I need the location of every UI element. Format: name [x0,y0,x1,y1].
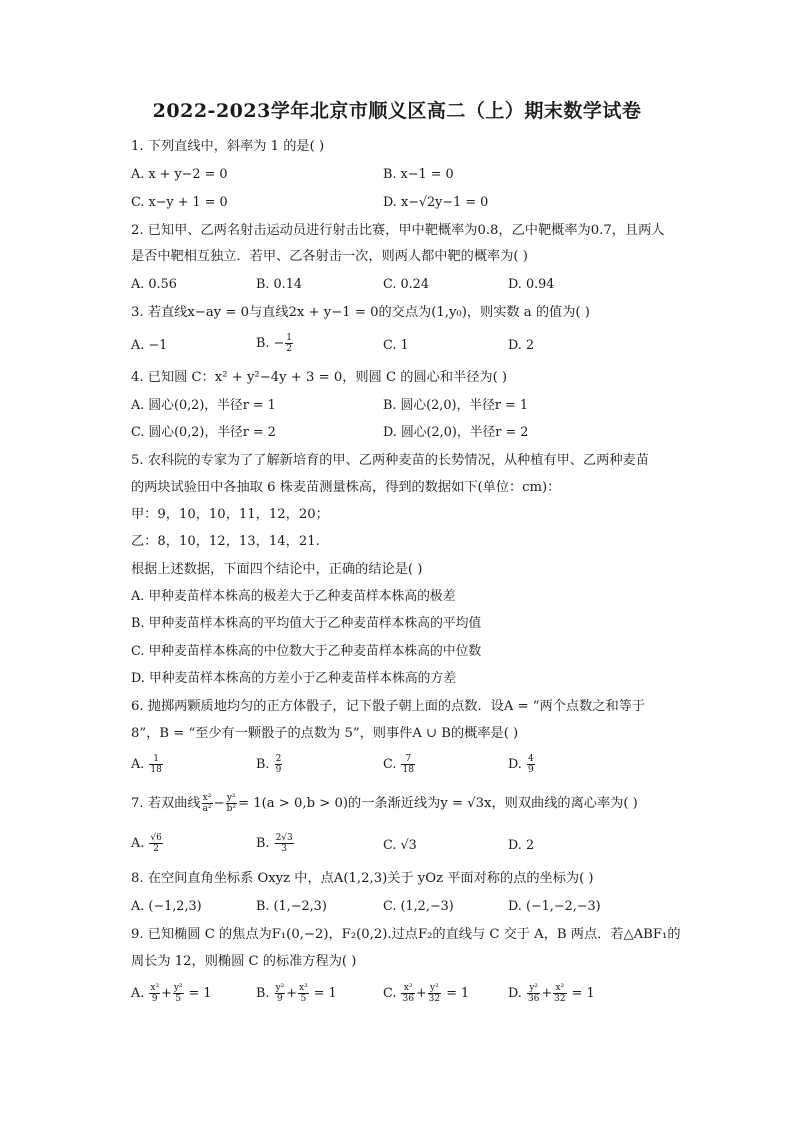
q8-stem: 8. 在空间直角坐标系 Oxyz 中，点A(1,2,3)关于 yOz 平面对称的点的坐标为( ) [131,871,594,886]
q7-fraction-y [226,793,237,814]
q9-option-d-fraction-1 [527,983,540,1004]
q4-option-a: A. 圆心(0,2)，半径r = 1 [131,398,276,413]
q5-option-a: A. 甲种麦苗样本株高的极差大于乙种麦苗样本株高的极差 [131,589,456,604]
fraction-numerator: 2 [275,754,282,764]
q6-option-a-label: A. [131,757,145,772]
fraction-numerator: 1 [149,754,162,765]
fraction-denominator: 32 [554,994,566,1004]
fraction-numerator: x² [299,983,308,993]
q6-option-b [256,754,283,775]
q4-option-d: D. 圆心(2,0)，半径r = 2 [383,425,529,440]
q9-option-a [131,983,212,1004]
q2-option-c: C. 0.24 [383,277,429,292]
q6-option-a [131,754,164,775]
q1-stem: 1. 下列直线中，斜率为 1 的是( ) [131,139,325,154]
fraction-denominator: 5 [300,994,307,1004]
q6-option-c-fraction [401,754,414,775]
q9-option-c-label: C. [383,986,397,1001]
fraction-denominator: 2 [286,344,292,354]
q9-option-a-fraction-1 [149,983,160,1004]
fraction-denominator: 9 [277,994,283,1004]
fraction-numerator: x² [401,983,414,994]
q7-fraction-x [202,793,213,814]
q5-data-jia: 甲：9，10，10，11，12，20； [131,507,329,522]
q5-data-yi: 乙：8，10，12，13，14，21. [131,534,320,549]
q7-option-a [131,833,164,854]
q9-stem-line2: 周长为 12，则椭圆 C 的标准方程为( ) [131,954,357,969]
q8-option-b: B. (1,−2,3) [256,899,327,914]
q3-option-b-prefix: B. − [256,336,285,351]
q4-option-c: C. 圆心(0,2)，半径r = 2 [131,425,276,440]
q9-option-b-fraction-2 [298,983,309,1004]
q3-stem: 3. 若直线x−ay = 0与直线2x + y−1 = 0的交点为(1,y₀)，则实数 a 的值为( ) [131,305,590,320]
fraction-numerator: 1 [286,333,292,343]
q5-stem-line2: 的两块试验田中各抽取 6 株麦苗测量株高，得到的数据如下(单位：cm)： [131,480,561,495]
q7-option-a-label: A. [131,836,145,851]
q6-option-d-label: D. [508,757,522,772]
q1-option-d: D. x−√2y−1 = 0 [383,195,489,210]
q9-option-d-fraction-2 [553,983,566,1004]
q1-option-a: A. x + y−2 = 0 [131,167,228,182]
q4-stem: 4. 已知圆 C：x² + y²−4y + 3 = 0，则圆 C 的圆心和半径为( ) [131,370,508,385]
q6-option-b-fraction [275,754,283,775]
q3-option-d: D. 2 [508,338,535,353]
fraction-numerator: y² [428,983,441,994]
q9-option-b-plus: + [286,986,297,1001]
q9-option-d-plus: + [541,986,553,1001]
q7-stem [131,793,638,814]
q5-option-d: D. 甲种麦苗样本株高的方差小于乙种麦苗样本株高的方差 [131,671,457,686]
q6-option-c [383,754,416,775]
q9-option-d [508,983,595,1004]
q6-stem-line1: 6. 抛掷两颗质地均匀的正方体骰子，记下骰子朝上面的点数．设A = “两个点数之和等于 [131,699,646,714]
q6-option-a-fraction [149,754,162,775]
fraction-numerator: x² [202,793,212,803]
fraction-numerator: 7 [401,754,414,765]
q2-option-a: A. 0.56 [131,277,177,292]
fraction-numerator: y² [527,983,540,994]
q9-option-a-eq: = 1 [188,986,212,1001]
q2-option-d: D. 0.94 [508,277,555,292]
q9-option-b-label: B. [256,986,270,1001]
fraction-numerator: x² [553,983,566,994]
q6-option-c-label: C. [383,757,397,772]
fraction-numerator: x² [150,983,160,993]
fraction-numerator: y² [173,983,183,993]
fraction-denominator: 36 [402,994,414,1004]
q9-option-c-fraction-1 [401,983,414,1004]
q9-option-d-eq: = 1 [571,986,595,1001]
q5-option-b: B. 甲种麦苗样本株高的平均值大于乙种麦苗样本株高的平均值 [131,616,482,631]
q2-option-b: B. 0.14 [256,277,303,292]
q8-option-a: A. (−1,2,3) [131,899,202,914]
q9-option-c-eq: = 1 [446,986,470,1001]
q9-option-d-label: D. [508,986,522,1001]
q1-option-c: C. x−y + 1 = 0 [131,195,228,210]
q3-option-b-fraction [285,333,293,354]
q9-option-b [256,983,337,1004]
fraction-denominator: 32 [428,994,441,1004]
fraction-denominator: 5 [175,994,182,1004]
q8-option-d: D. (−1,−2,−3) [508,899,601,914]
q9-option-a-fraction-2 [173,983,184,1004]
q9-stem-line1: 9. 已知椭圆 C 的焦点为F₁(0,−2)，F₂(0,2).过点F₂的直线与 C 交于 A，B 两点．若△ABF₁的 [131,927,681,942]
q6-stem-line2: 8”，B = “至少有一颗骰子的点数为 5”，则事件A ∪ B的概率是( ) [131,726,519,741]
q9-option-a-plus: + [161,986,172,1001]
q7-option-c: C. √3 [383,838,417,853]
q6-option-d [508,754,536,775]
fraction-denominator: 9 [275,765,282,775]
q5-stem-line1: 5. 农科院的专家为了了解新培育的甲、乙两种麦苗的长势情况，从种植有甲、乙两种麦苗 [131,453,649,468]
fraction-numerator: 4 [527,754,534,764]
fraction-denominator: 18 [150,765,162,775]
fraction-denominator: 2 [153,844,159,854]
q2-stem-line2: 是否中靶相互独立．若甲、乙各射击一次，则两人都中靶的概率为( ) [131,249,528,264]
q5-option-c: C. 甲种麦苗样本株高的中位数大于乙种麦苗样本株高的中位数 [131,644,482,659]
q9-option-c-plus: + [415,986,427,1001]
q9-option-c-fraction-2 [428,983,441,1004]
fraction-denominator: a² [202,804,212,814]
exam-title: 2022-2023学年北京市顺义区高二（上）期末数学试卷 [152,100,642,122]
q3-option-a: A. −1 [131,338,168,353]
q7-stem-suffix: = 1(a > 0,b > 0)的一条渐近线为y = √3x，则双曲线的离心率为( ) [237,796,638,811]
fraction-denominator: b² [226,804,236,814]
q9-option-b-fraction-1 [275,983,286,1004]
fraction-denominator: 3 [281,844,288,854]
fraction-denominator: 9 [151,994,158,1004]
q2-stem-line1: 2. 已知甲、乙两名射击运动员进行射击比赛，甲中靶概率为0.8，乙中靶概率为0.7，且两人 [131,223,665,238]
q9-option-c [383,983,469,1004]
fraction-numerator: y² [275,983,285,993]
q4-option-b: B. 圆心(2,0)，半径r = 1 [383,398,528,413]
q6-option-d-fraction [527,754,535,775]
q7-stem-prefix: 7. 若双曲线 [131,796,201,811]
q3-option-b [256,333,294,354]
fraction-denominator: 9 [527,765,534,775]
fraction-denominator: 18 [402,765,414,775]
q5-stem-line3: 根据上述数据，下面四个结论中，正确的结论是( ) [131,562,423,577]
q8-option-c: C. (1,2,−3) [383,899,454,914]
fraction-numerator: 2√3 [275,833,293,843]
q7-option-a-fraction [149,833,162,854]
q9-option-b-eq: = 1 [313,986,337,1001]
q7-option-b [256,833,295,854]
fraction-denominator: 36 [527,994,540,1004]
q9-option-a-label: A. [131,986,145,1001]
q6-option-b-label: B. [256,757,270,772]
q1-option-b: B. x−1 = 0 [383,167,454,182]
q7-minus: − [213,796,225,811]
q7-option-b-fraction [275,833,294,854]
q7-option-b-label: B. [256,836,270,851]
fraction-numerator: √6 [150,833,162,843]
fraction-numerator: y² [226,793,236,803]
q7-option-d: D. 2 [508,838,535,853]
q3-option-c: C. 1 [383,338,409,353]
